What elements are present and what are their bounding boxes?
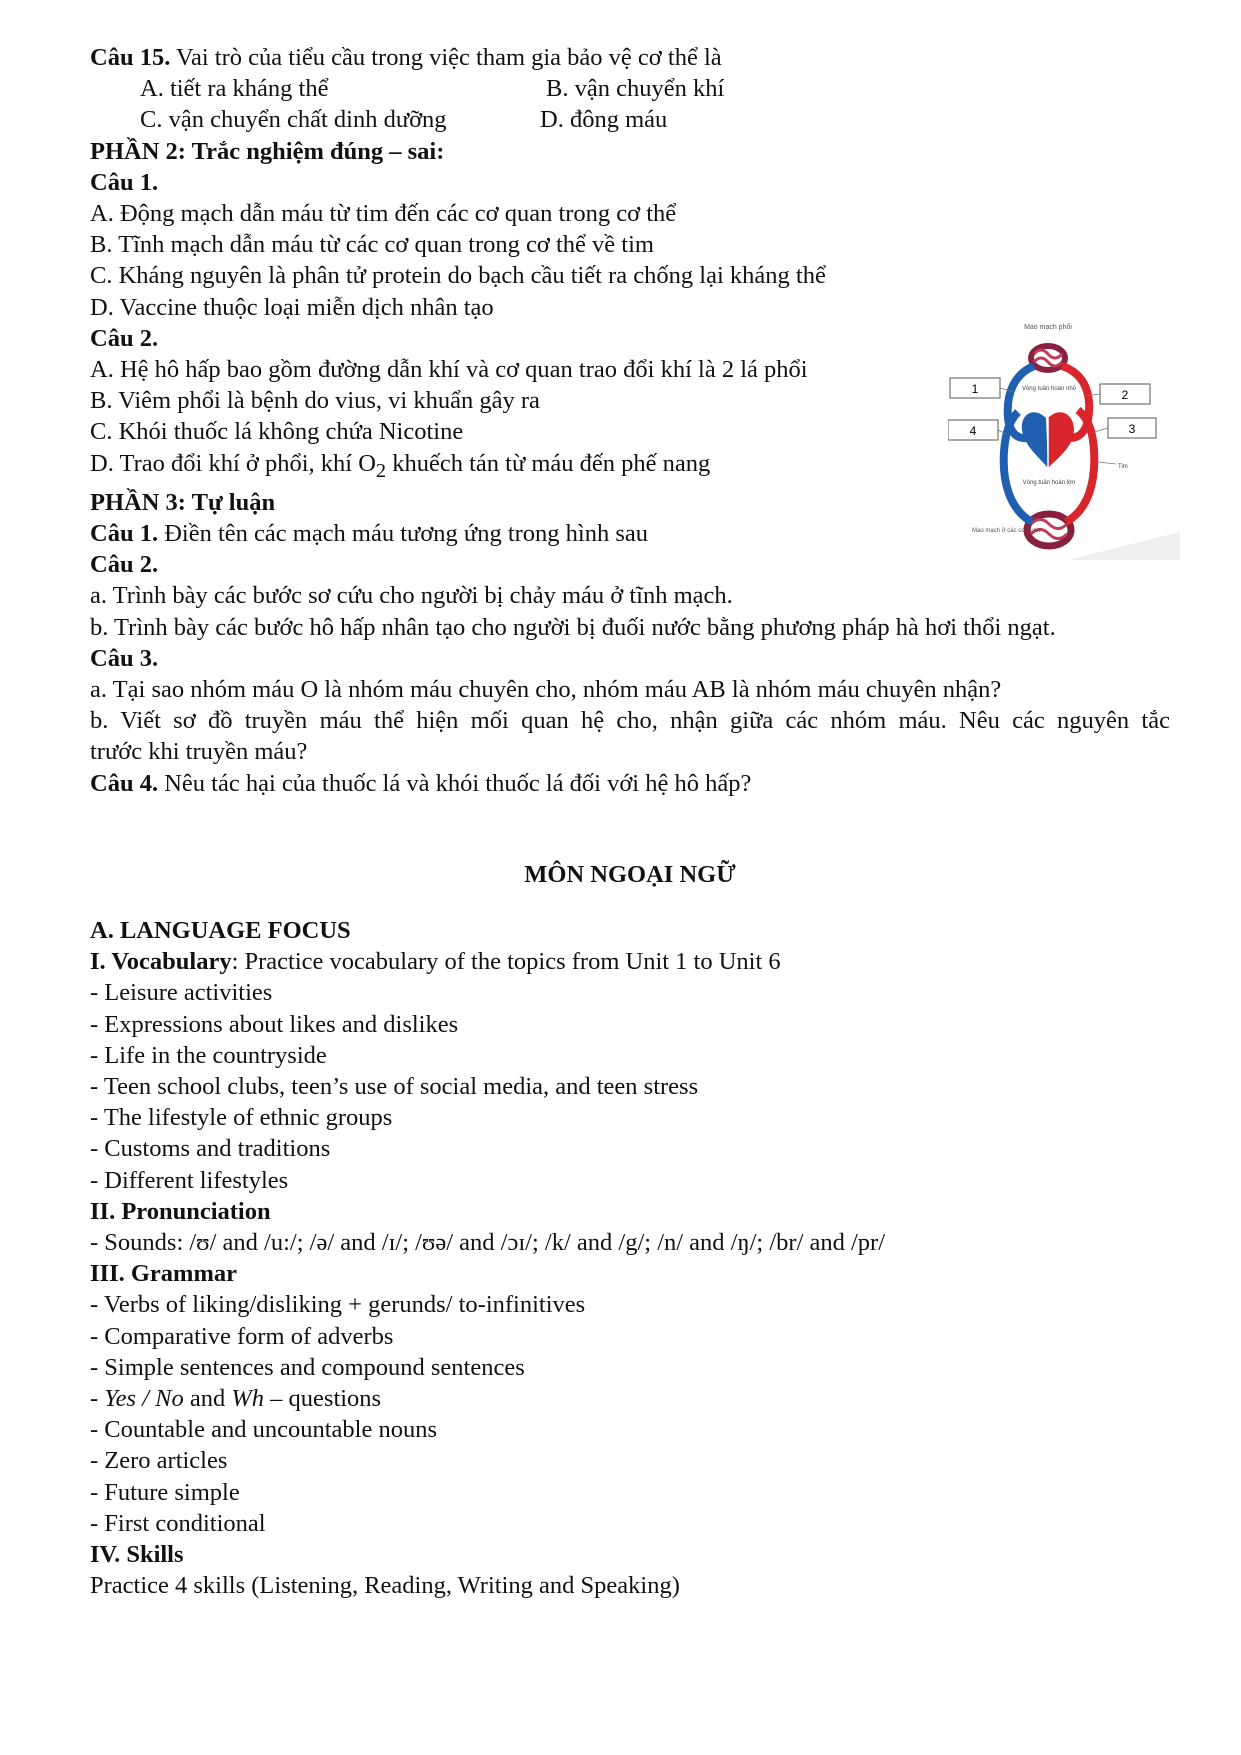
vocab-item: - Expressions about likes and dislikes bbox=[90, 1010, 459, 1038]
vocab-item: - Leisure activities bbox=[90, 979, 273, 1007]
grammar-item: - First conditional bbox=[90, 1509, 266, 1537]
vocab-line: I. Vocabulary: Practice vocabulary of the topics from Unit 1 to Unit 6 bbox=[90, 948, 781, 976]
part3-c3-b-line1: b. Viết sơ đồ truyền máu thể hiện mối quan hệ cho, nhận giữa các nhóm máu. Nêu các nguyên tắc bbox=[90, 707, 1170, 735]
vocab-item: - Life in the countryside bbox=[90, 1041, 327, 1069]
part2-c1-d: D. Vaccine thuộc loại miễn dịch nhân tạo bbox=[90, 293, 494, 321]
svg-text:4: 4 bbox=[969, 424, 977, 438]
part3-c2-b: b. Trình bày các bước hô hấp nhân tạo cho người bị đuối nước bằng phương pháp hà hơi thổi ngạt. bbox=[90, 613, 1056, 641]
heart bbox=[1022, 412, 1074, 468]
pronunciation-sounds: - Sounds: /ʊ/ and /u:/; /ə/ and /ɪ/; /ʊə/ and /ɔɪ/; /k/ and /g/; /n/ and /ŋ/; /br/ and /pr/ bbox=[90, 1229, 886, 1256]
grammar-item: - Future simple bbox=[90, 1478, 240, 1506]
grammar-item: - Verbs of liking/disliking + gerunds/ to-infinitives bbox=[90, 1291, 586, 1319]
part2-c1-c: C. Kháng nguyên là phân tử protein do bạch cầu tiết ra chống lại kháng thể bbox=[90, 262, 826, 290]
q15-options-cd bbox=[90, 104, 1170, 135]
lung-capillaries bbox=[1031, 346, 1065, 370]
circulation-diagram-svg bbox=[948, 322, 1180, 560]
document-page bbox=[90, 42, 1170, 1601]
lung-capillaries-label: Mao mạch phổi bbox=[1024, 324, 1072, 331]
part2-c2-b: B. Viêm phổi là bệnh do vius, vi khuẩn gây ra bbox=[90, 387, 540, 415]
part3-c3-b-line2: trước khi truyền máu? bbox=[90, 738, 308, 766]
english-section-a: A. LANGUAGE FOCUS bbox=[90, 916, 351, 944]
vocab-item: - Different lifestyles bbox=[90, 1166, 289, 1194]
heart-leader-line bbox=[1098, 462, 1116, 464]
vocab-item: - Teen school clubs, teen’s use of social media, and teen stress bbox=[90, 1072, 699, 1100]
svg-text:3: 3 bbox=[1128, 422, 1136, 436]
grammar-heading: III. Grammar bbox=[90, 1260, 237, 1288]
small-circulation-label: Vòng tuần hoàn nhỏ bbox=[1021, 386, 1077, 392]
background-shape bbox=[1068, 532, 1180, 560]
spacer bbox=[90, 799, 1170, 859]
box-3[interactable] bbox=[1094, 418, 1156, 438]
q15-option-a: A. tiết ra kháng thể bbox=[140, 75, 329, 103]
q15-option-d: D. đông máu bbox=[540, 106, 668, 134]
part2-c2-a: A. Hệ hô hấp bao gồm đường dẫn khí và cơ quan trao đổi khí là 2 lá phổi bbox=[90, 356, 808, 384]
part2-c2-d: D. Trao đổi khí ở phổi, khí $O_2$ khuếch tán từ máu đến phế nang bbox=[90, 449, 711, 482]
box-2[interactable] bbox=[1084, 384, 1150, 404]
box-4[interactable] bbox=[948, 420, 1006, 440]
pronunciation-heading: II. Pronunciation bbox=[90, 1197, 271, 1225]
vocab-item: - The lifestyle of ethnic groups bbox=[90, 1104, 393, 1132]
part2-c2-c: C. Khói thuốc lá không chứa Nicotine bbox=[90, 418, 464, 446]
svg-text:2: 2 bbox=[1121, 388, 1129, 402]
svg-text:1: 1 bbox=[971, 382, 979, 396]
heart-label: Tim bbox=[1118, 464, 1128, 470]
part3-heading: PHẦN 3: Tự luận bbox=[90, 488, 276, 516]
part3-c3-a: a. Tại sao nhóm máu O là nhóm máu chuyên cho, nhóm máu AB là nhóm máu chuyên nhận? bbox=[90, 675, 1002, 703]
part3-c3-label: Câu 3. bbox=[90, 644, 159, 672]
part2-heading: PHẦN 2: Trắc nghiệm đúng – sai: bbox=[90, 137, 445, 165]
skills-heading: IV. Skills bbox=[90, 1541, 184, 1569]
spacer bbox=[90, 890, 1170, 915]
part3-c4: Câu 4. Nêu tác hại của thuốc lá và khói thuốc lá đối với hệ hô hấp? bbox=[90, 769, 752, 797]
part2-c1-b: B. Tĩnh mạch dẫn máu từ các cơ quan trong cơ thể về tim bbox=[90, 231, 654, 259]
part3-c2-a: a. Trình bày các bước sơ cứu cho người bị chảy máu ở tĩnh mạch. bbox=[90, 582, 733, 610]
grammar-item: - Countable and uncountable nouns bbox=[90, 1416, 438, 1444]
part2-c2-label: Câu 2. bbox=[90, 324, 159, 352]
q15-options-ab bbox=[90, 73, 1170, 104]
grammar-item: - Simple sentences and compound sentences bbox=[90, 1353, 525, 1381]
grammar-item: - Yes / No and Wh – questions bbox=[90, 1385, 382, 1413]
english-title: MÔN NGOẠI NGỮ bbox=[524, 860, 736, 888]
vocab-item: - Customs and traditions bbox=[90, 1135, 331, 1163]
skills-text: Practice 4 skills (Listening, Reading, Writing and Speaking) bbox=[90, 1572, 680, 1600]
box-1[interactable] bbox=[950, 378, 1014, 398]
circulation-diagram bbox=[948, 322, 1180, 560]
q15-option-b: B. vận chuyển khí bbox=[546, 75, 725, 103]
part2-c1-a: A. Động mạch dẫn máu từ tim đến các cơ quan trong cơ thể bbox=[90, 200, 677, 228]
q15-stem: Câu 15. Vai trò của tiểu cầu trong việc tham gia bảo vệ cơ thể là bbox=[90, 44, 722, 71]
grammar-item: - Zero articles bbox=[90, 1447, 228, 1475]
part3-c2-label: Câu 2. bbox=[90, 551, 159, 579]
part2-c1-label: Câu 1. bbox=[90, 168, 159, 196]
part3-c1: Câu 1. Điền tên các mạch máu tương ứng trong hình sau bbox=[90, 519, 648, 547]
big-circulation-label: Vòng tuần hoàn lớn bbox=[1022, 480, 1076, 486]
q15-option-c: C. vận chuyển chất dinh dưỡng bbox=[140, 106, 447, 134]
organ-capillaries-label: Mao mạch ở các cơ quan bbox=[972, 528, 1041, 534]
grammar-item: - Comparative form of adverbs bbox=[90, 1322, 394, 1350]
